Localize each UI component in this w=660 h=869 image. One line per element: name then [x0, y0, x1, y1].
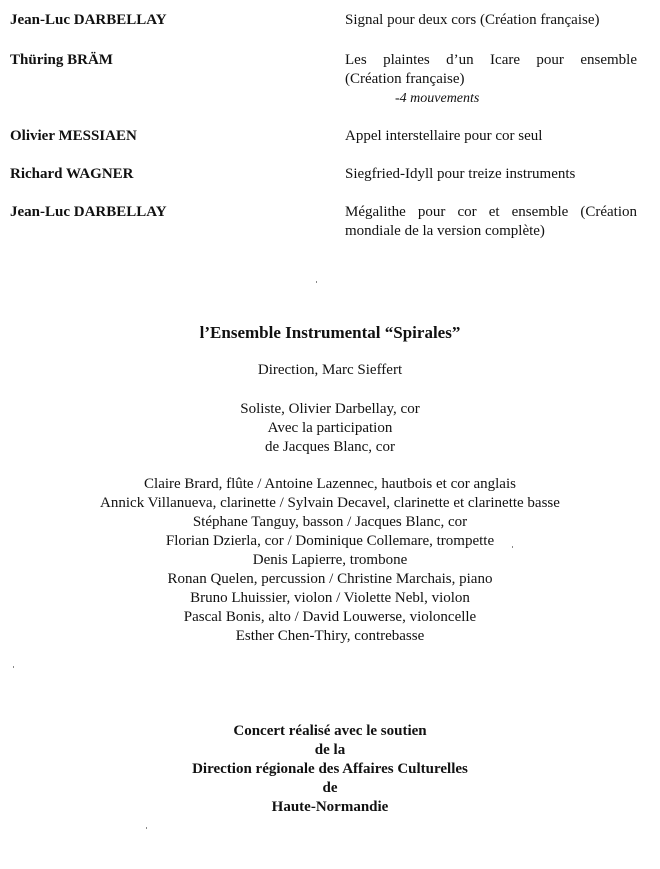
musician-line: Ronan Quelen, percussion / Christine Marchais, piano [167, 571, 493, 587]
scan-speck [146, 827, 147, 829]
direction-block [0, 361, 660, 380]
support-block [0, 722, 660, 817]
ensemble-title: l’Ensemble Instrumental “Spirales” [199, 323, 461, 342]
work-line: Siegfried-Idyll pour treize instruments [345, 166, 576, 182]
work-line: mondiale de la version complète) [345, 223, 545, 239]
support-line: de [322, 780, 338, 796]
work-line: Mégalithe pour cor et ensemble (Création [345, 204, 637, 220]
musician-line: Bruno Lhuissier, violon / Violette Nebl, violon [190, 590, 470, 606]
work-title [345, 51, 637, 108]
work-title [345, 127, 637, 146]
scan-speck [13, 666, 14, 668]
support-line: de la [314, 742, 346, 758]
soloist-block [0, 400, 660, 457]
musician-line: Stéphane Tanguy, basson / Jacques Blanc, cor [192, 514, 468, 530]
musician-line: Esther Chen-Thiry, contrebasse [235, 628, 425, 644]
scan-speck [316, 281, 317, 283]
composer-name: Richard WAGNER [10, 166, 134, 182]
musician-line: Florian Dzierla, cor / Dominique Collemare, trompette [165, 533, 495, 549]
musician-line: Claire Brard, flûte / Antoine Lazennec, hautbois et cor anglais [144, 476, 516, 492]
support-line: Direction régionale des Affaires Culturelles [192, 761, 468, 777]
work-title [345, 203, 637, 241]
work-title [345, 165, 637, 184]
work-line: (Création française) [345, 71, 465, 87]
musician-line: Pascal Bonis, alto / David Louwerse, violoncelle [183, 609, 477, 625]
support-line: Haute-Normandie [271, 799, 389, 815]
composer-name: Olivier MESSIAEN [10, 128, 137, 144]
scan-speck [512, 546, 513, 548]
work-line: Appel interstellaire pour cor seul [345, 128, 543, 144]
soloist-line: Avec la participation [267, 420, 393, 436]
work-title [345, 11, 637, 30]
work-line: Signal pour deux cors (Création française) [345, 12, 600, 28]
support-line: Concert réalisé avec le soutien [233, 723, 427, 739]
composer-name: Jean-Luc DARBELLAY [10, 204, 167, 220]
composer-name: Jean-Luc DARBELLAY [10, 12, 167, 28]
musician-line: Annick Villanueva, clarinette / Sylvain Decavel, clarinette et clarinette basse [100, 495, 560, 511]
direction-line: Direction, Marc Sieffert [257, 362, 403, 378]
ensemble-block [0, 323, 660, 343]
work-line: Les plaintes d’un Icare pour ensemble [345, 52, 637, 68]
musician-line: Denis Lapierre, trombone [252, 552, 408, 568]
work-note: -4 mouvements [395, 91, 480, 106]
composer-name: Thüring BRÄM [10, 52, 113, 68]
soloist-line: de Jacques Blanc, cor [265, 439, 395, 455]
musicians-block [0, 475, 660, 646]
soloist-line: Soliste, Olivier Darbellay, cor [240, 401, 420, 417]
